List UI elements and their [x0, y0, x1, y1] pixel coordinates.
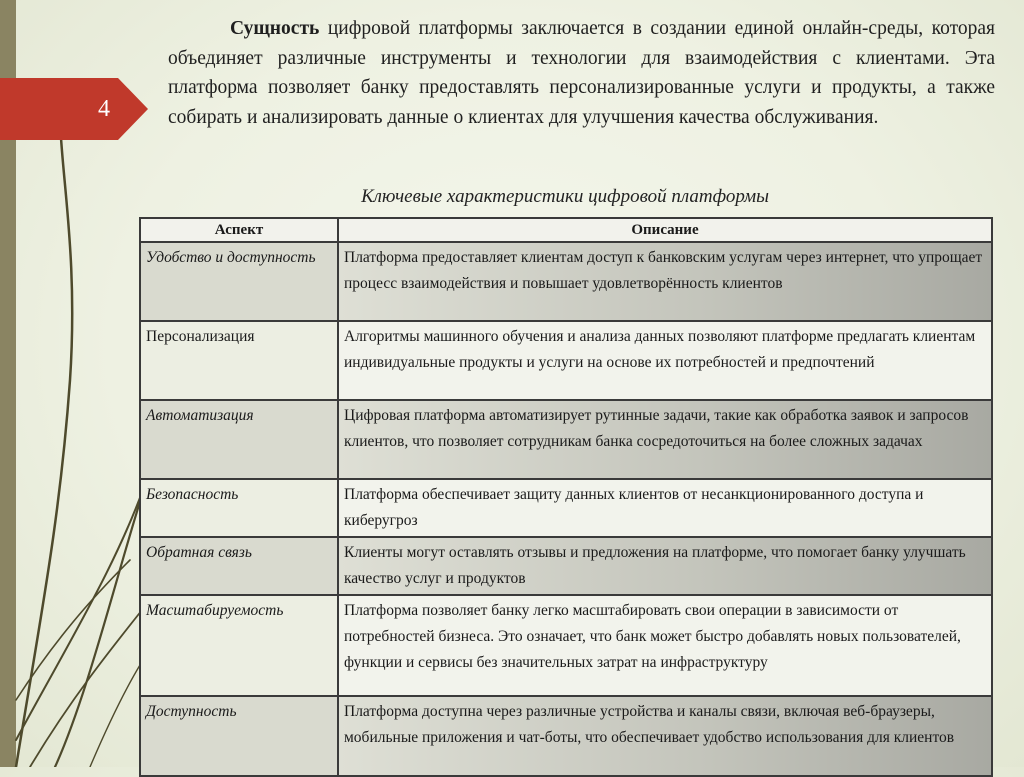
- row-aspect: Персонализация: [140, 321, 338, 400]
- row-aspect: Безопасность: [140, 479, 338, 537]
- table-row: [140, 595, 992, 696]
- header-aspect: Аспект: [140, 218, 338, 242]
- slide-number: 4: [98, 96, 110, 122]
- table-header-row: [140, 218, 992, 242]
- row-aspect: Автоматизация: [140, 400, 338, 479]
- table-row: [140, 400, 992, 479]
- row-aspect: Обратная связь: [140, 537, 338, 595]
- row-description: Платформа обеспечивает защиту данных клиентов от несанкционированного доступа и киберугроз: [338, 479, 992, 537]
- row-description: Цифровая платформа автоматизирует рутинные задачи, такие как обработка заявок и запросов клиентов, что позволяет сотрудникам банка сосредоточиться на более сложных задачах: [338, 400, 992, 479]
- row-aspect: Доступность: [140, 696, 338, 776]
- intro-text: цифровой платформы заключается в создании единой онлайн-среды, которая объединяет различные инструменты и технологии для взаимодействия с клиентами. Эта платформа позволяет банку предоставлять персонализированные услуги и продукты, а также собирать и анализировать данные о клиентах для улучшения качества обслуживания.: [168, 18, 995, 128]
- table-row: [140, 321, 992, 400]
- slide-number-badge: [0, 78, 148, 140]
- intro-bold-term: Сущность: [230, 18, 320, 39]
- characteristics-table: [139, 217, 993, 777]
- row-description: Алгоритмы машинного обучения и анализа данных позволяют платформе предлагать клиентам индивидуальные продукты и услуги на основе их потребностей и предпочтений: [338, 321, 992, 400]
- table-caption: Ключевые характеристики цифровой платформы: [361, 186, 769, 207]
- table-row: [140, 479, 992, 537]
- intro-paragraph: [168, 14, 995, 132]
- row-description: Платформа позволяет банку легко масштабировать свои операции в зависимости от потребностей бизнеса. Это означает, что банк может быстро добавлять новых пользователей, функции и сервисы без значительных затрат на инфраструктуру: [338, 595, 992, 696]
- row-description: Платформа предоставляет клиентам доступ к банковским услугам через интернет, что упрощает процесс взаимодействия и повышает удовлетворённость клиентов: [338, 242, 992, 321]
- row-description: Клиенты могут оставлять отзывы и предложения на платформе, что помогает банку улучшать качество услуг и продуктов: [338, 537, 992, 595]
- header-description: Описание: [338, 218, 992, 242]
- table-row: [140, 242, 992, 321]
- table-row: [140, 696, 992, 776]
- row-aspect: Масштабируемость: [140, 595, 338, 696]
- row-aspect: Удобство и доступность: [140, 242, 338, 321]
- row-description: Платформа доступна через различные устройства и каналы связи, включая веб-браузеры, мобильные приложения и чат-боты, что обеспечивает удобство использования для клиентов: [338, 696, 992, 776]
- table-row: [140, 537, 992, 595]
